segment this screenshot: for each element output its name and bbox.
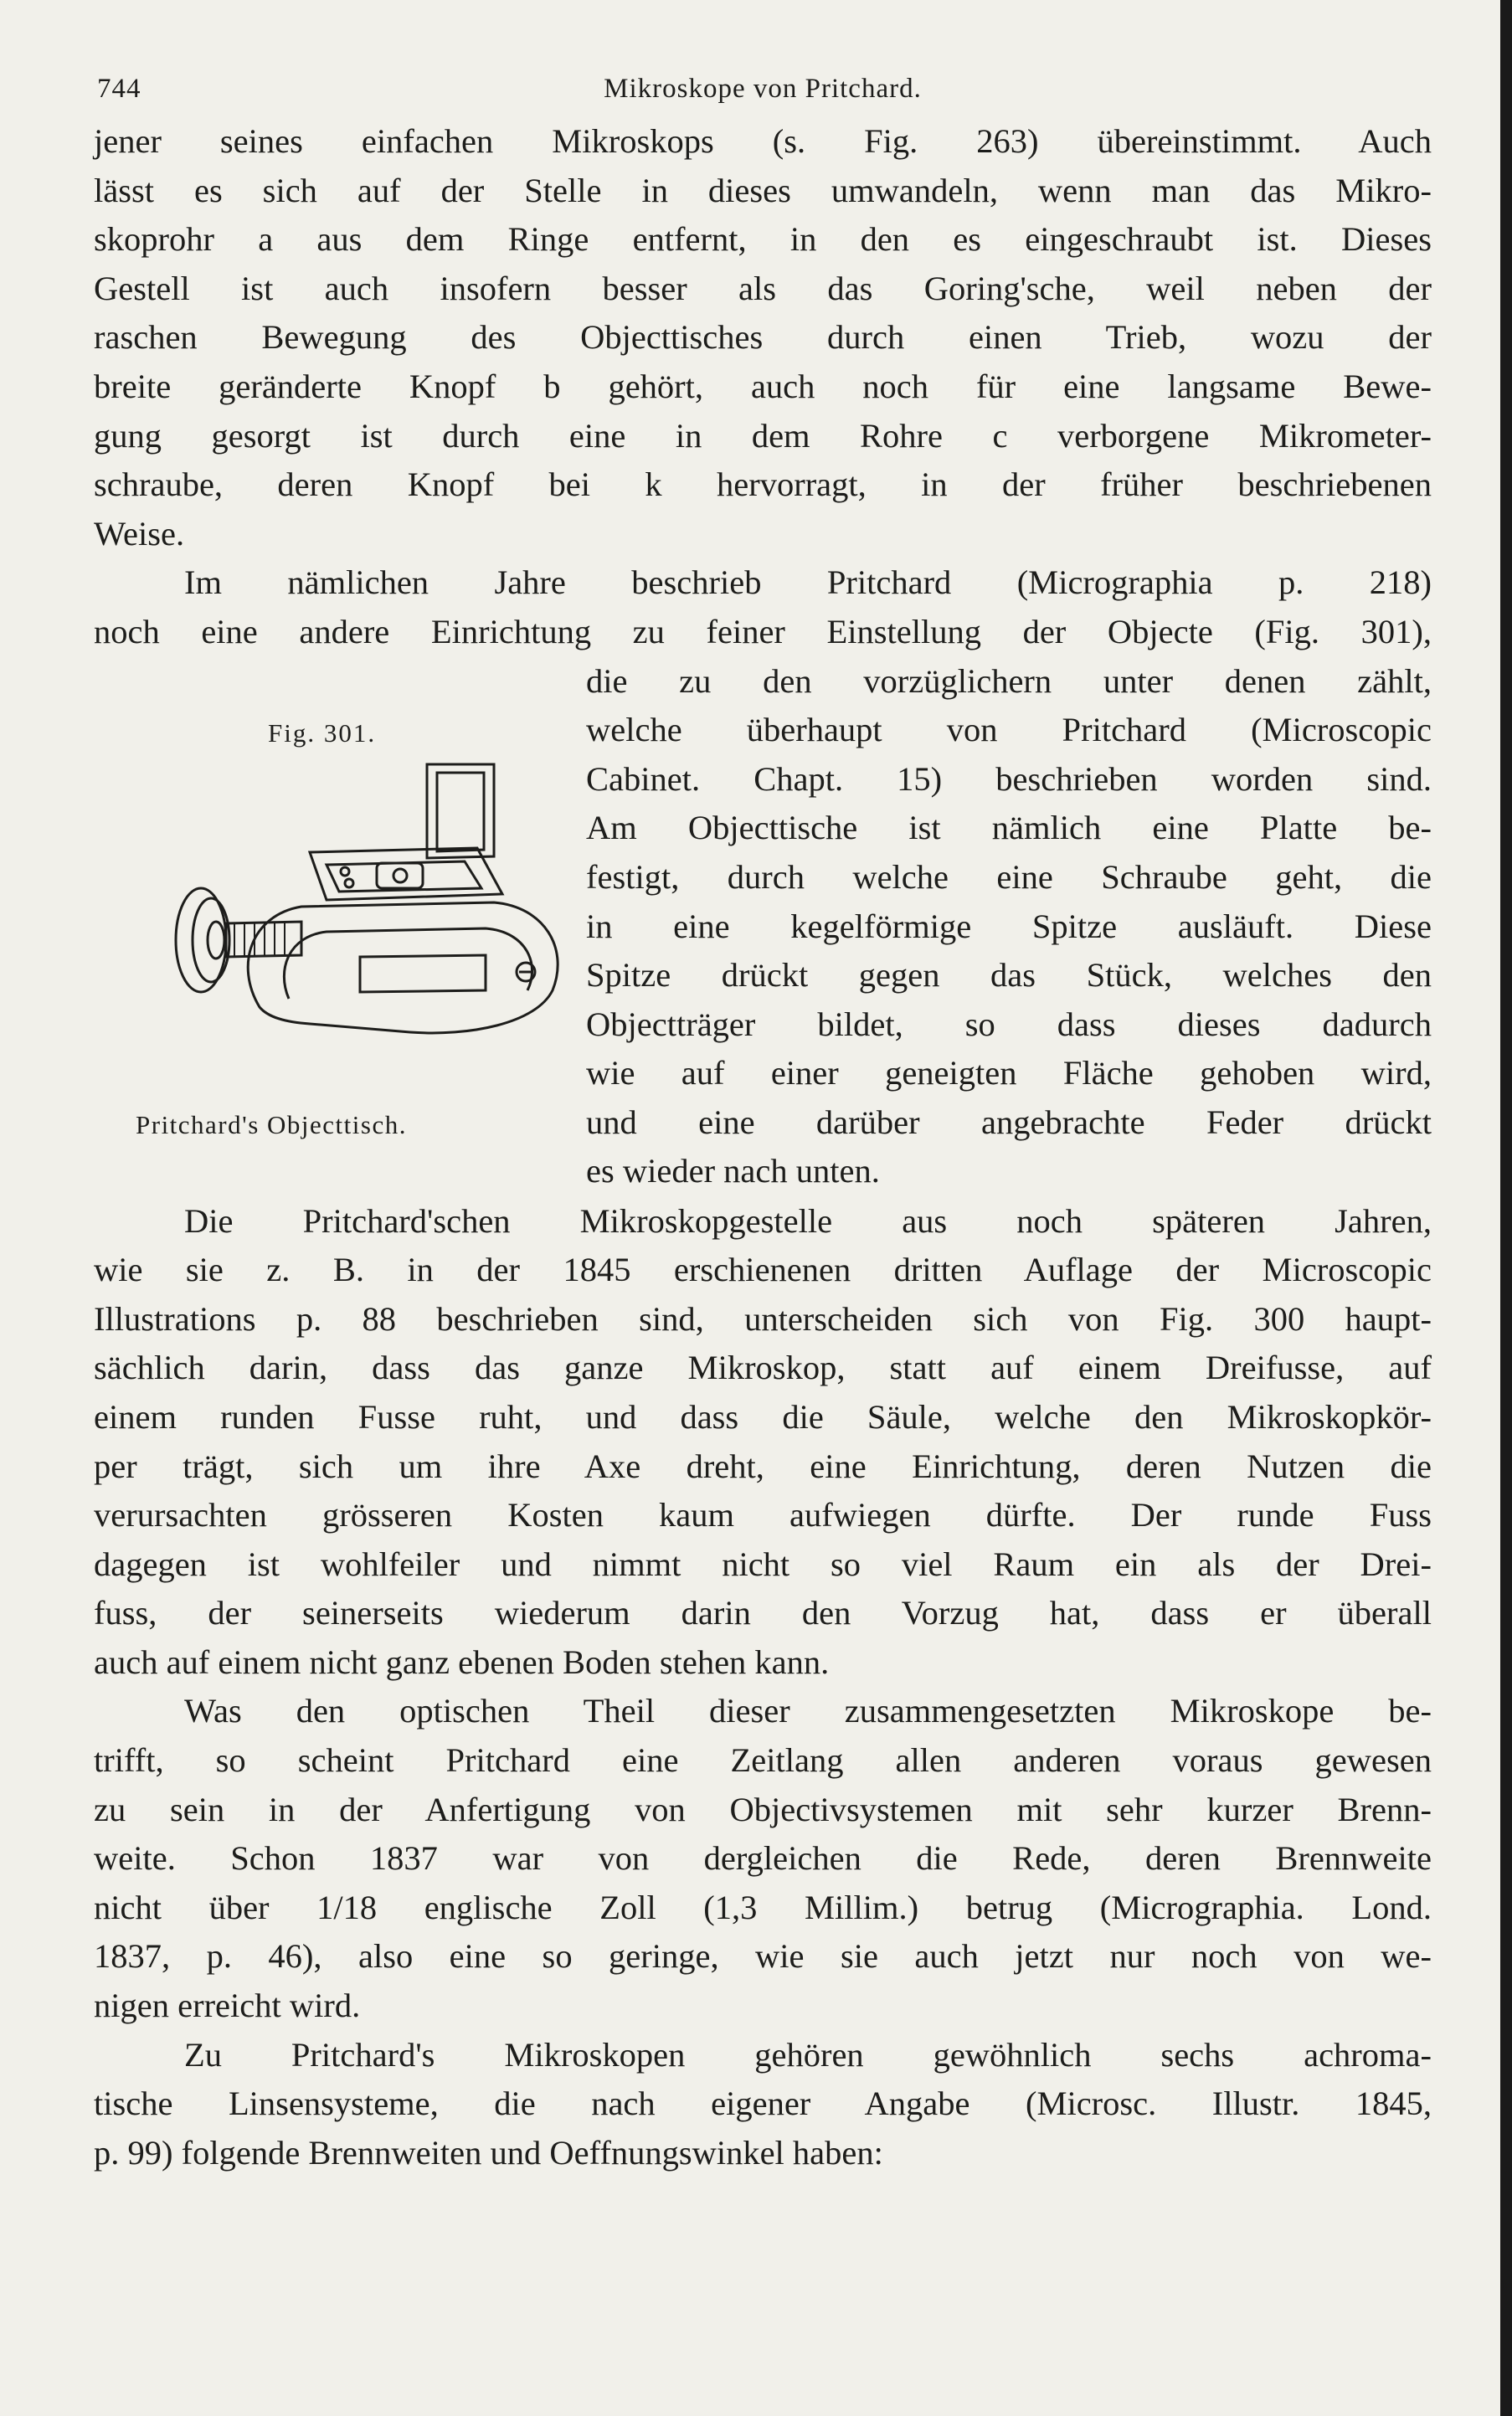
text-line: 1837, p. 46), also eine so geringe, wie sie auch jetzt nur noch von we- (94, 1937, 1432, 1976)
scan-page-edge (1500, 0, 1512, 2416)
text-line: p. 99) folgende Brennweiten und Oeffnungswinkel haben: (94, 2133, 883, 2172)
text-line: Im nämlichen Jahre beschrieb Pritchard (Micrographia p. 218) (184, 563, 1432, 602)
text-line: verursachten grösseren Kosten kaum aufwiegen dürfte. Der runde Fuss (94, 1496, 1432, 1534)
paragraph-2 (94, 558, 1432, 1196)
text-line: festigt, durch welche eine Schraube geht, die (586, 857, 1432, 896)
text-line: schraube, deren Knopf bei k hervorragt, in der früher beschriebenen (94, 465, 1432, 504)
text-line: dagegen ist wohlfeiler und nimmt nicht so viel Raum ein als der Drei- (94, 1545, 1432, 1583)
text-line: wie auf einer geneigten Fläche gehoben wird, (586, 1054, 1432, 1092)
text-line: nigen erreicht wird. (94, 1987, 361, 2025)
text-line: Illustrations p. 88 beschrieben sind, unterscheiden sich von Fig. 300 haupt- (94, 1299, 1432, 1338)
text-line: in eine kegelförmige Spitze ausläuft. Diese (586, 907, 1432, 945)
text-line: es wieder nach unten. (586, 1152, 880, 1190)
text-line: Spitze drückt gegen das Stück, welches den (586, 956, 1432, 995)
text-line: sächlich darin, dass das ganze Mikroskop, statt auf einem Dreifusse, auf (94, 1349, 1432, 1387)
text-line: Gestell ist auch insofern besser als das Goring'sche, weil neben der (94, 269, 1432, 307)
figure-side-text (586, 657, 1432, 1197)
text-line: auch auf einem nicht ganz ebenen Boden stehen kann. (94, 1642, 830, 1681)
figure-301 (94, 657, 563, 1197)
running-head (94, 67, 1432, 117)
text-line: raschen Bewegung des Objecttisches durch einen Trieb, wozu der (94, 318, 1432, 357)
text-line: Weise. (94, 514, 185, 553)
figure-block (94, 657, 1432, 1197)
text-line: Cabinet. Chapt. 15) beschrieben worden sind. (586, 759, 1432, 798)
text-line: Objectträger bildet, so dass dieses dadurch (586, 1005, 1432, 1043)
text-line: noch eine andere Einrichtung zu feiner Einstellung der Objecte (Fig. 301), (94, 612, 1432, 650)
text-line: Am Objecttische ist nämlich eine Platte be- (586, 809, 1432, 847)
paragraph-3 (94, 1197, 1432, 1688)
text-line: wie sie z. B. in der 1845 erschienenen dritten Auflage der Microscopic (94, 1251, 1432, 1289)
text-line: tische Linsensysteme, die nach eigener Angabe (Microsc. Illustr. 1845, (94, 2084, 1432, 2123)
text-line: Zu Pritchard's Mikroskopen gehören gewöhnlich sechs achroma- (184, 2035, 1432, 2074)
text-line: Die Pritchard'schen Mikroskopgestelle aus noch späteren Jahren, (184, 1201, 1432, 1240)
figure-caption: Pritchard's Objecttisch. (136, 1109, 407, 1139)
text-line: breite geränderte Knopf b gehört, auch noch für eine langsame Bewe- (94, 367, 1432, 405)
text-line: zu sein in der Anfertigung von Objectivsystemen mit sehr kurzer Brenn- (94, 1790, 1432, 1828)
text-line: einem runden Fusse ruht, und dass die Säule, welche den Mikroskopkör- (94, 1397, 1432, 1436)
figure-title: Fig. 301. (268, 717, 377, 748)
paragraph-5 (94, 2031, 1432, 2178)
paragraph-1 (94, 117, 1432, 558)
text-line: trifft, so scheint Pritchard eine Zeitlang allen anderen voraus gewesen (94, 1741, 1432, 1780)
text-line: die zu den vorzüglichern unter denen zählt, (586, 661, 1432, 700)
text-line: fuss, der seinerseits wiederum darin den Vorzug hat, dass er überall (94, 1594, 1432, 1632)
text-line: jener seines einfachen Mikroskops (s. Fig. 263) übereinstimmt. Auch (94, 122, 1432, 160)
running-title: Mikroskope von Pritchard. (604, 74, 922, 104)
text-line: Was den optischen Theil dieser zusammengesetzten Mikroskope be- (184, 1692, 1432, 1730)
text-line: skoprohr a aus dem Ringe entfernt, in den es eingeschraubt ist. Dieses (94, 220, 1432, 259)
text-line: weite. Schon 1837 war von dergleichen die Rede, deren Brennweite (94, 1839, 1432, 1878)
text-line: gung gesorgt ist durch eine in dem Rohre c verborgene Mikrometer- (94, 416, 1432, 455)
objecttisch-illustration (134, 756, 569, 1041)
text-line: und eine darüber angebrachte Feder drückt (586, 1103, 1432, 1141)
book-page (94, 67, 1432, 2177)
paragraph-4 (94, 1687, 1432, 2030)
page-number: 744 (97, 74, 141, 104)
text-line: per trägt, sich um ihre Axe dreht, eine Einrichtung, deren Nutzen die (94, 1447, 1432, 1485)
body-text (94, 117, 1432, 2177)
text-line: welche überhaupt von Pritchard (Microscopic (586, 711, 1432, 749)
text-line: nicht über 1/18 englische Zoll (1,3 Millim.) betrug (Micrographia. Lond. (94, 1888, 1432, 1926)
text-line: lässt es sich auf der Stelle in dieses umwandeln, wenn man das Mikro- (94, 171, 1432, 209)
